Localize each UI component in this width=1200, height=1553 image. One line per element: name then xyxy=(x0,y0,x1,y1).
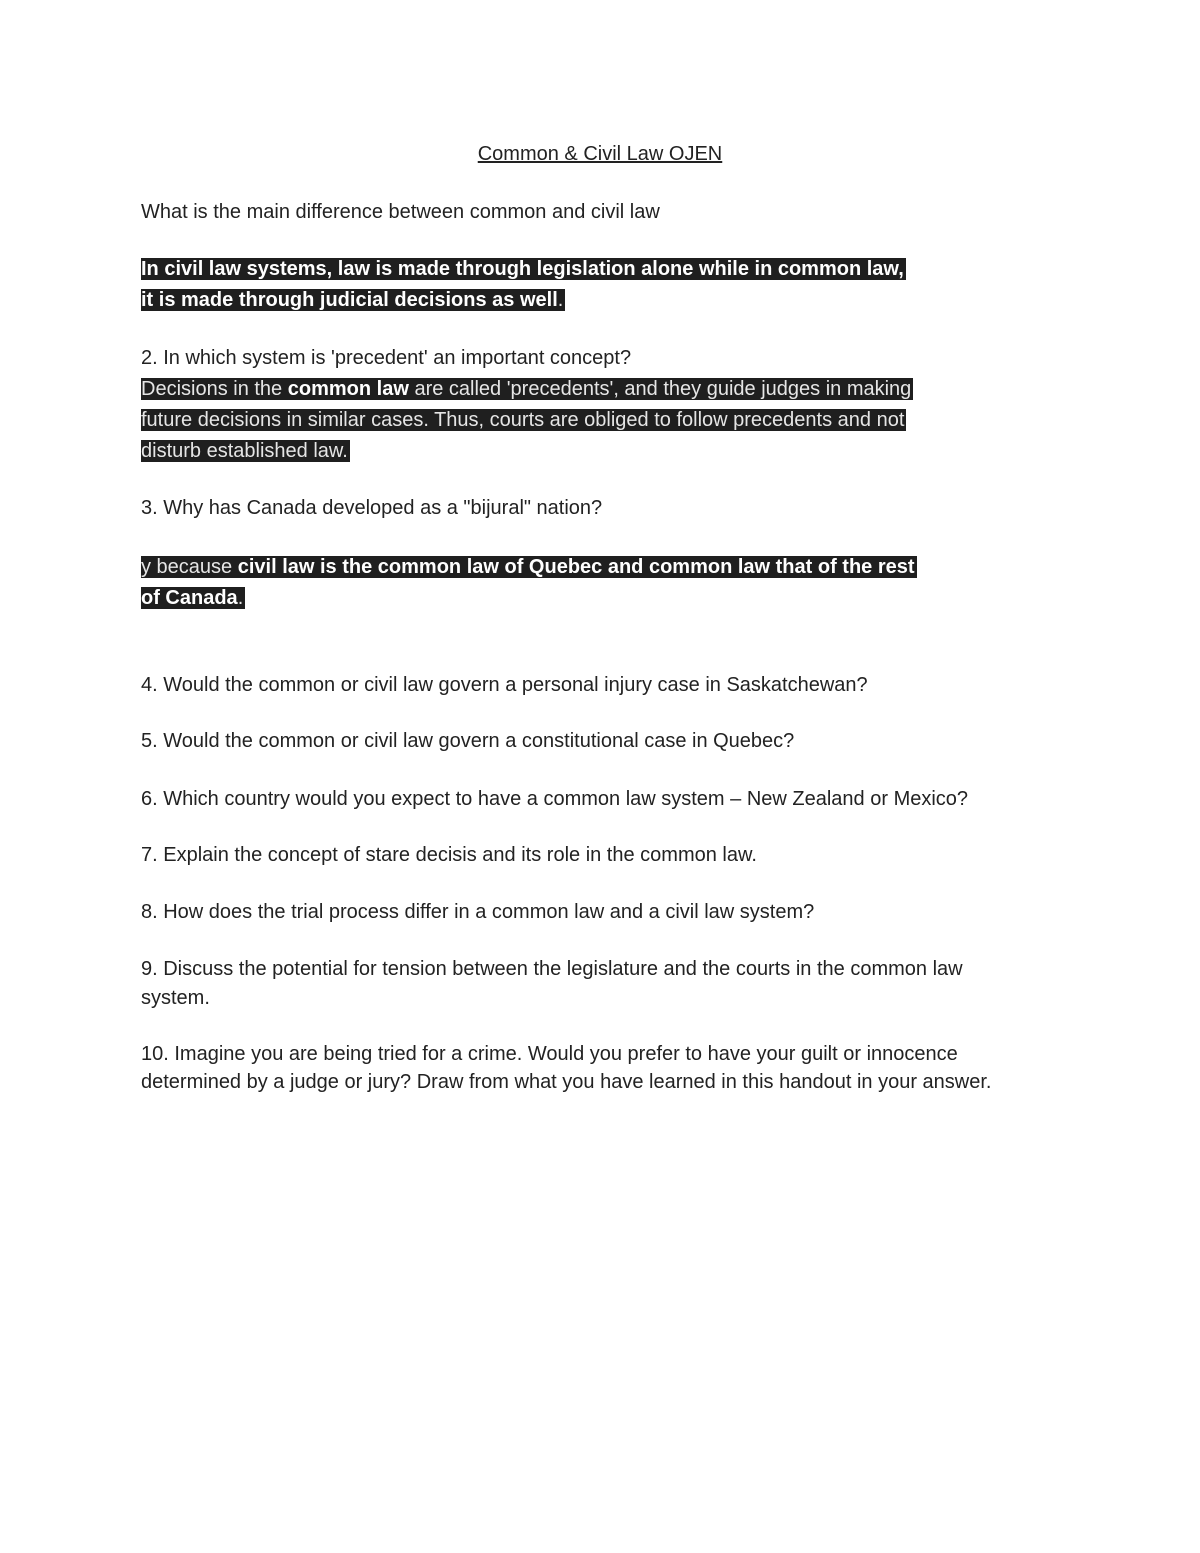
question-7: 7. Explain the concept of stare decisis and its role in the common law. xyxy=(141,844,757,866)
answer-highlight: Decisions in the common law are called 'precedents', and they guide judges in making xyxy=(141,378,912,400)
answer-3-line-1 xyxy=(141,552,917,582)
answer-highlight: disturb established law. xyxy=(141,440,348,462)
document-title: Common & Civil Law OJEN xyxy=(477,143,723,165)
answer-highlight: it is made through judicial decisions as well. xyxy=(141,289,564,311)
answer-highlight: future decisions in similar cases. Thus, courts are obliged to follow precedents and not xyxy=(141,409,905,431)
answer-highlight: y because civil law is the common law of Quebec and common law that of the rest xyxy=(141,556,915,578)
question-8: 8. How does the trial process differ in a common law and a civil law system? xyxy=(141,901,815,923)
question-9-line-2: system. xyxy=(141,987,210,1009)
question-3: 3. Why has Canada developed as a "bijural" nation? xyxy=(141,497,603,519)
answer-2-line-1 xyxy=(141,374,913,404)
question-2: 2. In which system is 'precedent' an important concept? xyxy=(141,347,632,369)
answer-1-line-1 xyxy=(141,254,906,284)
answer-3-line-2 xyxy=(141,583,245,613)
answer-highlight: of Canada. xyxy=(141,587,244,609)
question-6: 6. Which country would you expect to have a common law system – New Zealand or Mexico? xyxy=(141,788,969,810)
answer-1-line-2 xyxy=(141,285,565,315)
question-10-line-2: determined by a judge or jury? Draw from what you have learned in this handout in your answer. xyxy=(141,1071,992,1093)
question-1: What is the main difference between common and civil law xyxy=(141,201,660,223)
question-10-line-1: 10. Imagine you are being tried for a crime. Would you prefer to have your guilt or innocence xyxy=(141,1043,958,1065)
answer-highlight: In civil law systems, law is made through legislation alone while in common law, xyxy=(141,258,904,280)
question-4: 4. Would the common or civil law govern a personal injury case in Saskatchewan? xyxy=(141,674,868,696)
answer-2-line-3 xyxy=(141,436,350,466)
answer-2-line-2 xyxy=(141,405,906,435)
question-5: 5. Would the common or civil law govern a constitutional case in Quebec? xyxy=(141,730,795,752)
question-9-line-1: 9. Discuss the potential for tension between the legislature and the courts in the common law xyxy=(141,958,963,980)
